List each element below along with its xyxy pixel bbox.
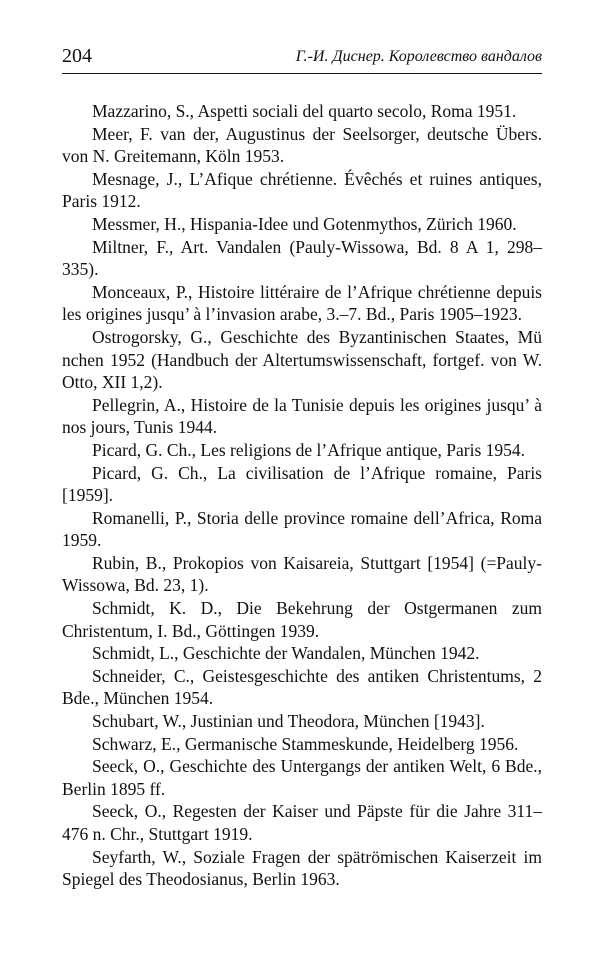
bibliography-entry: Pellegrin, A., Histoire de la Tunisie depuis les origines jusqu’ à nos jours, Tunis 1944. — [62, 394, 542, 438]
bibliography-entry: Mesnage, J., L’Afique chrétienne. Évêchés et ruines antiques, Paris 1912. — [62, 168, 542, 212]
bibliography-entry: Ostrogorsky, G., Geschichte des Byzantinischen Staates, Mü nchen 1952 (Handbuch der Altertumswissenschaft, fortgef. von W. Otto, XII 1,2). — [62, 326, 542, 393]
bibliography-entry: Picard, G. Ch., La civilisation de l’Afrique romaine, Paris [1959]. — [62, 462, 542, 506]
bibliography-entry: Schubart, W., Justinian und Theodora, München [1943]. — [92, 711, 485, 732]
page-header — [62, 40, 542, 74]
bibliography-entry: Messmer, H., Hispania-Idee und Gotenmythos, Zürich 1960. — [92, 213, 517, 234]
running-title: Г.-И. Диснер. Королевство вандалов — [295, 48, 542, 65]
bibliography-entry: Mazzarino, S., Aspetti sociali del quarto secolo, Roma 1951. — [92, 101, 517, 121]
bibliography-entry: Schmidt, K. D., Die Bekehrung der Ostgermanen zum Christentum, I. Bd., Göttingen 1939. — [62, 598, 542, 641]
bibliography-entry: Schmidt, L., Geschichte der Wandalen, München 1942. — [92, 643, 480, 664]
bibliography-entry: Schneider, C., Geistesgeschichte des antiken Christentums, 2 Bde., München 1954. — [62, 665, 542, 709]
bibliography-entry: Rubin, B., Prokopios von Kaisareia, Stuttgart [1954] (=Pauly-Wissowa, Bd. 23, 1). — [62, 552, 542, 596]
bibliography-entry: Romanelli, P., Storia delle province romaine dell’Africa, Roma 1959. — [62, 507, 542, 551]
bibliography-entry: Picard, G. Ch., Les religions de l’Afrique antique, Paris 1954. — [92, 439, 526, 460]
bibliography-entry: Miltner, F., Art. Vandalen (Pauly-Wissowa, Bd. 8 A 1, 298–335). — [62, 236, 542, 280]
bibliography-entry: Monceaux, P., Histoire littéraire de l’Afrique chrétienne depuis les origines jusqu’ à l’invasion arabe, 3.–7. Bd., Paris 1905–1923. — [62, 281, 542, 325]
page-number: 204 — [62, 45, 92, 67]
bibliography-entry: Seeck, O., Geschichte des Untergangs der antiken Welt, 6 Bde., Berlin 1895 ff. — [62, 756, 542, 799]
bibliography-entry: Seeck, O., Regesten der Kaiser und Päpste für die Jahre 311–476 n. Chr., Stuttgart 1919. — [62, 801, 542, 844]
bibliography-entry: Meer, F. van der, Augustinus der Seelsorger, deutsche Übers. von N. Greitemann, Köln 1953. — [62, 123, 542, 167]
bibliography-list — [62, 100, 542, 891]
header-rule — [62, 73, 542, 74]
bibliography-entry: Schwarz, E., Germanische Stammeskunde, Heidelberg 1956. — [92, 733, 519, 754]
bibliography-entry: Seyfarth, W., Soziale Fragen der spätrömischen Kaiserzeit im Spiegel des Theodosianus, Berlin 1963. — [62, 846, 542, 890]
